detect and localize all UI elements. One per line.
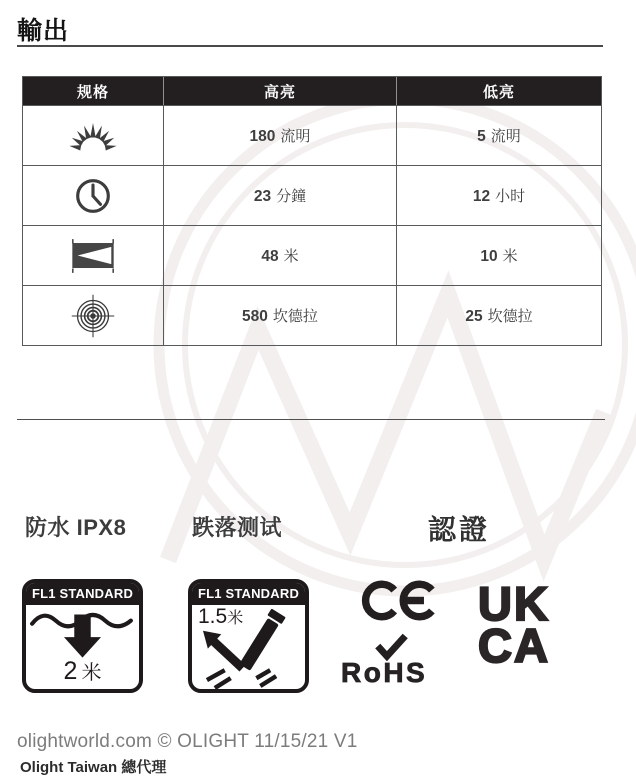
spec-cell <box>23 286 163 345</box>
value-number: 10 <box>480 248 498 265</box>
droptest-heading: 跌落测试 <box>192 515 283 540</box>
fl1-droptest-body <box>192 605 305 690</box>
footer-copyright: olightworld.com © OLIGHT 11/15/21 V1 <box>17 731 358 752</box>
high-value-cell <box>163 286 396 345</box>
beam-distance-icon <box>68 237 118 275</box>
low-value-cell <box>396 106 601 165</box>
section-divider <box>17 419 605 420</box>
page-footer <box>17 731 358 777</box>
ce-mark-icon <box>361 577 435 624</box>
fl1-badge-waterproof <box>22 579 143 693</box>
footer-distributor: Olight Taiwan 總代理 <box>20 759 167 776</box>
value-number: 25 <box>465 308 483 325</box>
high-value-cell <box>163 226 396 285</box>
depth-unit: 米 <box>81 662 102 684</box>
value-number: 5 <box>477 128 486 145</box>
drop-height-value: 1.5 <box>198 605 228 628</box>
header-cell-high: 高亮 <box>163 77 396 105</box>
spec-cell <box>23 166 163 225</box>
header-cell-spec: 规格 <box>23 77 163 105</box>
rohs-label: RoHS <box>341 657 428 688</box>
value-unit: 坎德拉 <box>272 308 318 325</box>
high-value-cell <box>163 106 396 165</box>
value-unit: 米 <box>502 248 518 265</box>
brightness-rays-icon <box>67 117 119 155</box>
value-unit: 米 <box>283 248 299 265</box>
fl1-badge-title: FL1 STANDARD <box>192 583 305 605</box>
ukca-line-uk: UK <box>478 577 550 630</box>
value-unit: 流明 <box>490 128 521 145</box>
value-unit: 坎德拉 <box>487 308 533 325</box>
page-title: 輸出 <box>17 17 70 45</box>
waterproof-heading: 防水 IPX8 <box>25 515 127 540</box>
value-number: 12 <box>472 188 491 205</box>
value-unit: 流明 <box>280 128 311 145</box>
fl1-badge-title: FL1 STANDARD <box>26 583 139 605</box>
title-divider <box>17 45 603 47</box>
value-number: 180 <box>249 128 276 145</box>
header-cell-low: 低亮 <box>396 77 601 105</box>
waterproof-depth <box>26 656 139 686</box>
drop-height <box>198 605 243 629</box>
certification-heading: 認證 <box>428 514 491 545</box>
spec-cell <box>23 106 163 165</box>
low-value-cell <box>396 166 601 225</box>
drop-height-unit: 米 <box>227 610 244 627</box>
ukca-line-ca: CA <box>478 619 550 673</box>
fl1-waterproof-body <box>26 605 139 690</box>
water-submersion-icon <box>29 607 136 661</box>
high-value-cell <box>163 166 396 225</box>
spec-table <box>22 76 602 346</box>
table-row <box>23 105 601 165</box>
fl1-badge-droptest <box>188 579 309 693</box>
depth-value: 2 <box>63 657 78 685</box>
ukca-mark <box>478 577 550 673</box>
table-row <box>23 165 601 225</box>
table-row <box>23 285 601 345</box>
peak-intensity-icon <box>70 293 116 339</box>
low-value-cell <box>396 226 601 285</box>
value-unit: 小时 <box>495 188 526 205</box>
spec-cell <box>23 226 163 285</box>
table-row <box>23 225 601 285</box>
value-unit: 分鐘 <box>276 188 307 205</box>
table-header-row <box>23 77 601 105</box>
low-value-cell <box>396 286 601 345</box>
value-number: 580 <box>242 308 268 325</box>
runtime-clock-icon <box>72 175 114 217</box>
value-number: 48 <box>261 248 279 265</box>
value-number: 23 <box>253 188 272 205</box>
